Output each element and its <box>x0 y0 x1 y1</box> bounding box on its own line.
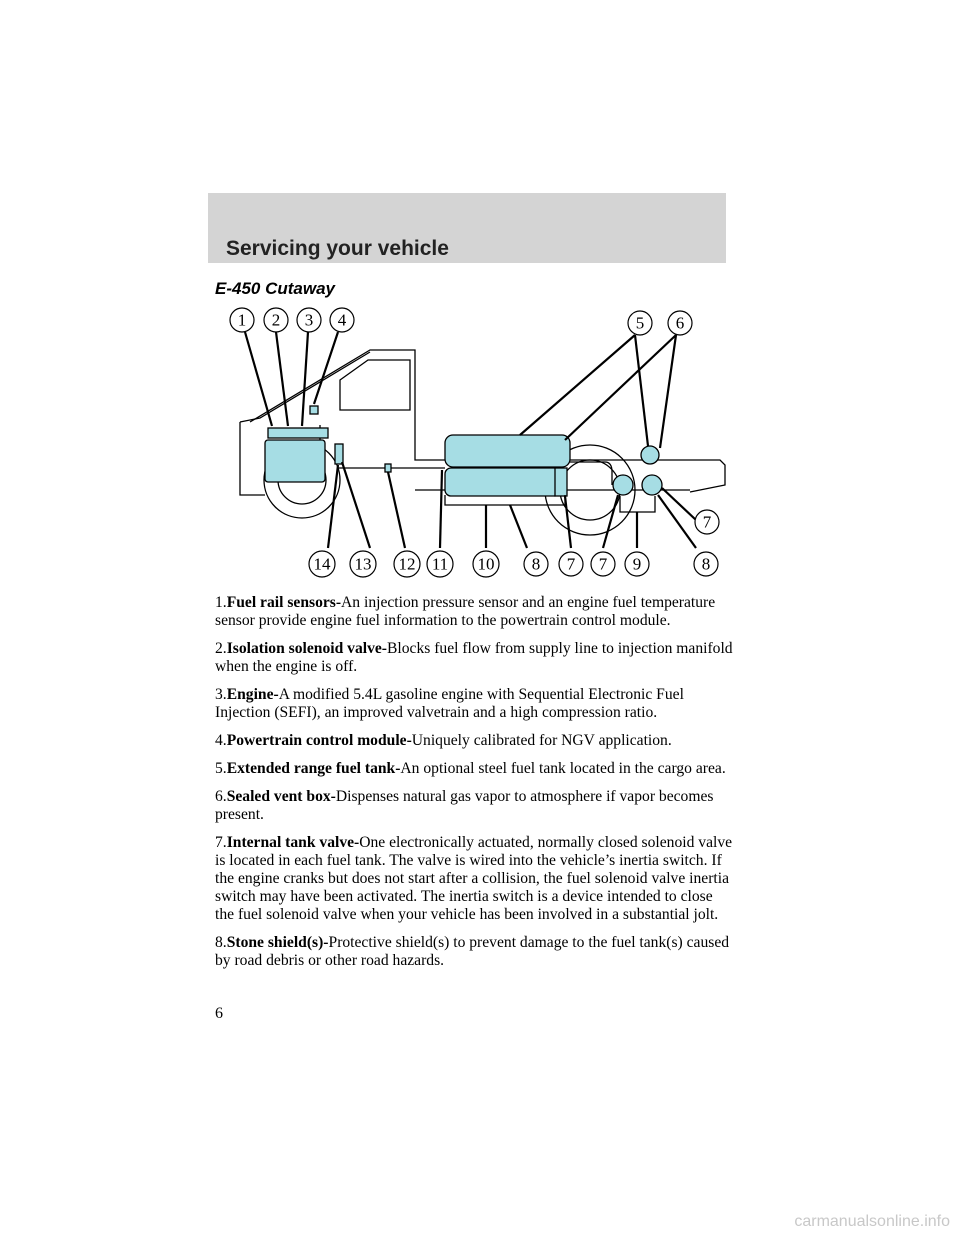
watermark: carmanualsonline.info <box>794 1213 950 1230</box>
callout-7c <box>695 510 719 534</box>
page-number: 6 <box>215 1005 223 1022</box>
callout-10 <box>473 551 499 577</box>
item-term: Stone shield(s)- <box>226 934 329 951</box>
svg-text:3: 3 <box>304 310 314 330</box>
callout-2 <box>264 308 288 332</box>
item-text: Protective shield(s) to prevent damage to the fuel tank(s) caused by road debris or other road hazards. <box>215 934 730 969</box>
extended-range-fuel-tank <box>445 435 570 467</box>
callout-6 <box>668 311 692 335</box>
svg-text:5: 5 <box>635 313 645 333</box>
list-item <box>215 594 735 630</box>
figure-title: E-450 Cutaway <box>215 279 335 298</box>
internal-tank-valve-right <box>642 475 662 495</box>
item-number: 2. <box>215 640 227 657</box>
item-term: Isolation solenoid valve- <box>226 640 387 657</box>
svg-text:14: 14 <box>313 554 331 574</box>
fuel-rail <box>268 428 328 438</box>
item-term: Fuel rail sensors- <box>226 594 342 611</box>
item-term: Powertrain control module- <box>226 732 412 749</box>
engine <box>265 440 325 482</box>
svg-text:7: 7 <box>702 512 712 532</box>
list-item <box>215 934 735 970</box>
svg-text:9: 9 <box>632 554 642 574</box>
fuel-filter <box>335 444 343 464</box>
item-number: 6. <box>215 788 227 805</box>
section-header <box>208 193 726 263</box>
callout-1 <box>230 308 254 332</box>
item-number: 1. <box>215 594 227 611</box>
svg-text:2: 2 <box>271 310 281 330</box>
callout-11 <box>427 551 453 577</box>
svg-text:8: 8 <box>701 554 711 574</box>
item-text: Dispenses natural gas vapor to atmosphere if vapor becomes present. <box>215 788 714 823</box>
item-text: An optional steel fuel tank located in the cargo area. <box>400 760 726 777</box>
item-number: 7. <box>215 834 227 851</box>
item-text: One electronically actuated, normally closed solenoid valve is located in each fuel tank. The valve is wired into the vehicle’s inertia switch. If the engine cranks but does not start after a collision, the fuel solenoid valve inertia switch may have been activated. The inertia switch is a device intended to close the fuel solenoid valve when your vehicle has been involved in a substantial jolt. <box>215 834 733 923</box>
callout-14 <box>309 551 335 577</box>
item-term: Extended range fuel tank- <box>226 760 401 777</box>
section-title: Servicing your vehicle <box>226 237 449 260</box>
svg-text:7: 7 <box>566 554 576 574</box>
list-item <box>215 760 735 778</box>
item-number: 8. <box>215 934 227 951</box>
item-number: 5. <box>215 760 227 777</box>
item-text: Blocks fuel flow from supply line to injection manifold when the engine is off. <box>215 640 733 675</box>
callout-3 <box>297 308 321 332</box>
powertrain-control-module-box <box>310 406 318 414</box>
list-item <box>215 788 735 824</box>
callout-5 <box>628 311 652 335</box>
component-descriptions <box>215 594 735 980</box>
item-text: An injection pressure sensor and an engine fuel temperature sensor provide engine fuel information to the powertrain control module. <box>215 594 716 629</box>
svg-text:13: 13 <box>354 554 372 574</box>
svg-text:11: 11 <box>431 554 449 574</box>
callout-8b <box>694 552 718 576</box>
svg-text:4: 4 <box>337 310 347 330</box>
item-term: Engine- <box>226 686 279 703</box>
callout-7a <box>559 552 583 576</box>
list-item <box>215 732 735 750</box>
callout-8a <box>524 552 548 576</box>
svg-text:7: 7 <box>598 554 608 574</box>
callout-7b <box>591 552 615 576</box>
callout-4 <box>330 308 354 332</box>
item-term: Internal tank valve- <box>226 834 360 851</box>
callout-13 <box>350 551 376 577</box>
item-number: 4. <box>215 732 227 749</box>
svg-text:1: 1 <box>237 310 247 330</box>
sealed-vent-box-upper <box>641 446 659 464</box>
list-item <box>215 640 735 676</box>
list-item <box>215 834 735 924</box>
item-text: Uniquely calibrated for NGV application. <box>411 732 672 749</box>
e450-cutaway-diagram <box>220 300 730 585</box>
svg-text:6: 6 <box>675 313 685 333</box>
callout-9 <box>625 552 649 576</box>
internal-tank-valve-left <box>613 475 633 495</box>
item-number: 3. <box>215 686 227 703</box>
svg-text:12: 12 <box>398 554 416 574</box>
components <box>265 406 662 496</box>
rear-tank-end <box>555 468 567 496</box>
item-term: Sealed vent box- <box>226 788 336 805</box>
item-text: A modified 5.4L gasoline engine with Sequential Electronic Fuel Injection (SEFI), an improved valvetrain and a high compression ratio. <box>215 686 684 721</box>
svg-text:10: 10 <box>477 554 495 574</box>
svg-text:8: 8 <box>531 554 541 574</box>
lower-fuel-tank <box>445 468 560 496</box>
list-item <box>215 686 735 722</box>
callout-12 <box>394 551 420 577</box>
